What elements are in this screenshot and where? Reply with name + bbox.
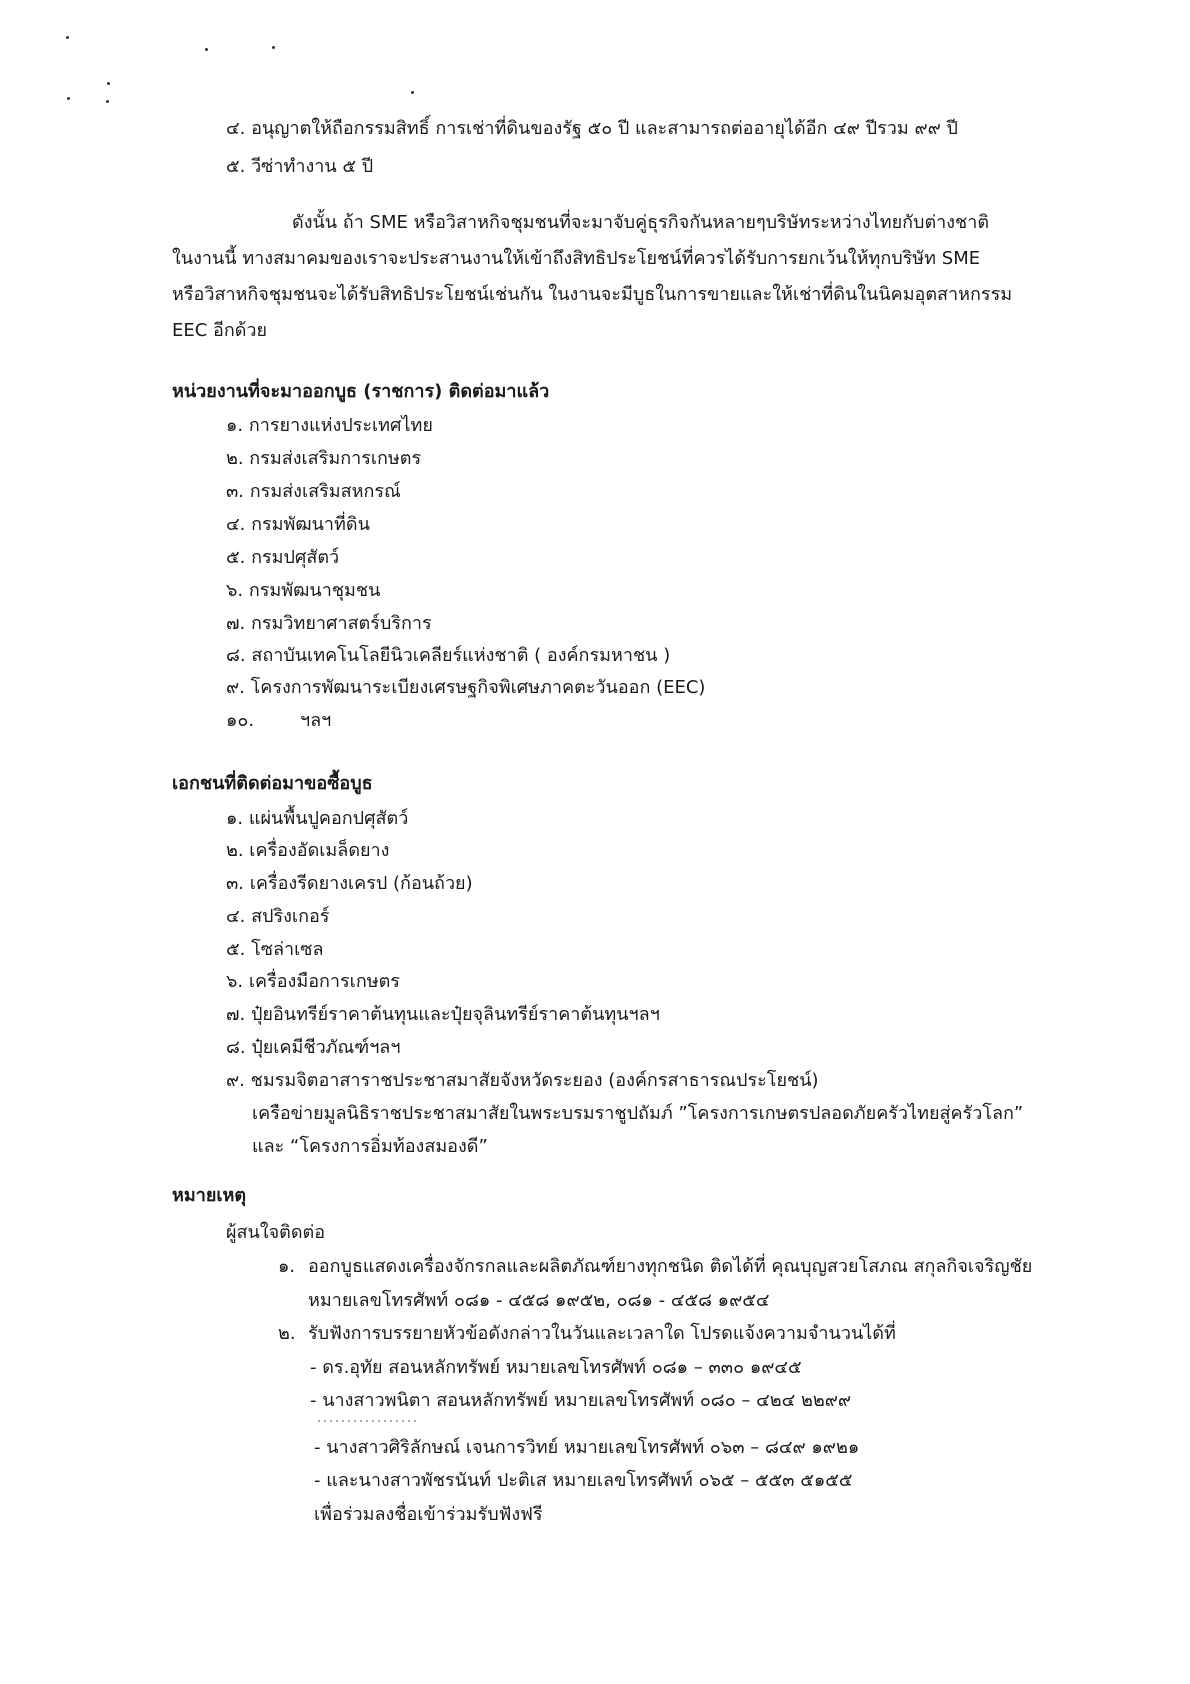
note-item-number: ๒. bbox=[278, 1323, 296, 1344]
gov-list-item: ฯลฯ bbox=[300, 710, 332, 731]
paragraph-line: ดังนั้น ถ้า SME หรือวิสาหกิจชุมชนที่จะมาจับคู่ธุรกิจกันหลายๆบริษัทระหว่างไทยกับต่างชาติ bbox=[292, 212, 990, 233]
gov-list-item-number: ๑๐. bbox=[226, 710, 255, 731]
private-list-item: ๘. ปุ๋ยเคมีชีวภัณฑ์ฯลฯ bbox=[226, 1037, 401, 1058]
paragraph-line: ในงานนี้ ทางสมาคมของเราจะประสานงานให้เข้าถึงสิทธิประโยชน์ที่ควรได้รับการยกเว้นให้ทุกบริษัท SME bbox=[172, 248, 981, 269]
gov-list-item: ๖. กรมพัฒนาชุมชน bbox=[226, 580, 381, 601]
gov-list-item: ๓. กรมส่งเสริมสหกรณ์ bbox=[226, 481, 401, 502]
scan-speck bbox=[106, 100, 109, 103]
note-item-line: หมายเลขโทรศัพท์ ๐๘๑ - ๔๕๘ ๑๙๕๒, ๐๘๑ - ๔๕๘ ๑๙๕๔ bbox=[308, 1290, 770, 1311]
private-list-item: ๙. ชมรมจิตอาสาราชประชาสมาสัยจังหวัดระยอง (องค์กรสาธารณประโยชน์) bbox=[226, 1070, 819, 1091]
scan-dotted-line bbox=[318, 1420, 418, 1422]
note-item-line: ออกบูธแสดงเครื่องจักรกลและผลิตภัณฑ์ยางทุกชนิด ติดได้ที่ คุณบุญสวยโสภณ สกุลกิจเจริญชัย bbox=[308, 1256, 1033, 1277]
gov-list-item: ๗. กรมวิทยาศาสตร์บริการ bbox=[226, 613, 432, 634]
gov-list-item: ๔. กรมพัฒนาที่ดิน bbox=[226, 514, 370, 535]
gov-list-item: ๑. การยางแห่งประเทศไทย bbox=[226, 415, 433, 436]
contact-line: - ดร.อุทัย สอนหลักทรัพย์ หมายเลขโทรศัพท์ ๐๘๑ – ๓๓๐ ๑๙๔๕ bbox=[310, 1357, 802, 1378]
private-list-item: ๑. แผ่นพื้นปูคอกปศุสัตว์ bbox=[226, 808, 409, 829]
intro-item: ๔. อนุญาตให้ถือกรรมสิทธิ์ การเช่าที่ดินของรัฐ ๕๐ ปี และสามารถต่ออายุได้อีก ๔๙ ปีรวม ๙๙ ปี bbox=[226, 118, 958, 139]
private-list-item-continuation: และ “โครงการอิ่มท้องสมองดี” bbox=[252, 1136, 488, 1157]
scan-speck bbox=[66, 36, 69, 39]
private-list-item-continuation: เครือข่ายมูลนิธิราชประชาสมาสัยในพระบรมราชูปถัมภ์ ”โครงการเกษตรปลอดภัยครัวไทยสู่ครัวโลก” bbox=[252, 1103, 1024, 1124]
scan-speck bbox=[67, 97, 70, 100]
scan-speck bbox=[272, 46, 275, 49]
intro-item: ๕. วีซ่าทำงาน ๕ ปี bbox=[226, 156, 374, 177]
private-list-item: ๕. โซล่าเซล bbox=[226, 939, 324, 960]
gov-list-item: ๕. กรมปศุสัตว์ bbox=[226, 547, 340, 568]
closing-line: เพื่อร่วมลงชื่อเข้าร่วมรับฟังฟรี bbox=[314, 1504, 543, 1525]
gov-list-item: ๒. กรมส่งเสริมการเกษตร bbox=[226, 448, 422, 469]
scan-speck bbox=[411, 91, 414, 94]
private-list-item: ๒. เครื่องอัดเมล็ดยาง bbox=[226, 840, 390, 861]
scan-speck bbox=[205, 48, 208, 51]
scan-speck bbox=[107, 82, 110, 85]
contact-line: - นางสาวพนิตา สอนหลักทรัพย์ หมายเลขโทรศัพท์ ๐๘๐ – ๔๒๔ ๒๒๙๙ bbox=[310, 1390, 852, 1411]
private-section-heading: เอกชนที่ติดต่อมาขอซื้อบูธ bbox=[172, 773, 373, 794]
contact-line: - นางสาวศิริลักษณ์ เจนการวิทย์ หมายเลขโทรศัพท์ ๐๖๓ – ๘๔๙ ๑๙๒๑ bbox=[314, 1437, 860, 1458]
gov-list-item: ๙. โครงการพัฒนาระเบียงเศรษฐกิจพิเศษภาคตะวันออก (EEC) bbox=[226, 677, 706, 698]
private-list-item: ๓. เครื่องรีดยางเครป (ก้อนถ้วย) bbox=[226, 873, 473, 894]
note-item-number: ๑. bbox=[278, 1256, 296, 1277]
note-subheading: ผู้สนใจติดต่อ bbox=[226, 1222, 326, 1243]
gov-list-item: ๘. สถาบันเทคโนโลยีนิวเคลียร์แห่งชาติ ( องค์กรมหาชน ) bbox=[226, 645, 671, 666]
private-list-item: ๗. ปุ๋ยอินทรีย์ราคาต้นทุนและปุ๋ยจุลินทรีย์ราคาต้นทุนฯลฯ bbox=[226, 1004, 660, 1025]
paragraph-line: EEC อีกด้วย bbox=[172, 320, 268, 341]
private-list-item: ๔. สปริงเกอร์ bbox=[226, 906, 330, 927]
gov-section-heading: หน่วยงานที่จะมาออกบูธ (ราชการ) ติดต่อมาแล้ว bbox=[172, 381, 550, 402]
private-list-item: ๖. เครื่องมือการเกษตร bbox=[226, 971, 400, 992]
note-heading: หมายเหตุ bbox=[172, 1185, 247, 1206]
contact-line: - และนางสาวพัชรนันท์ ปะติเส หมายเลขโทรศัพท์ ๐๖๕ – ๕๕๓ ๕๑๕๕ bbox=[314, 1470, 853, 1491]
paragraph-line: หรือวิสาหกิจชุมชนจะได้รับสิทธิประโยชน์เช่นกัน ในงานจะมีบูธในการขายและให้เช่าที่ดินในนิคมอุตสาหกรรม bbox=[172, 284, 1013, 305]
note-item-line: รับฟังการบรรยายหัวข้อดังกล่าวในวันและเวลาใด โปรดแจ้งความจำนวนได้ที่ bbox=[308, 1323, 896, 1344]
